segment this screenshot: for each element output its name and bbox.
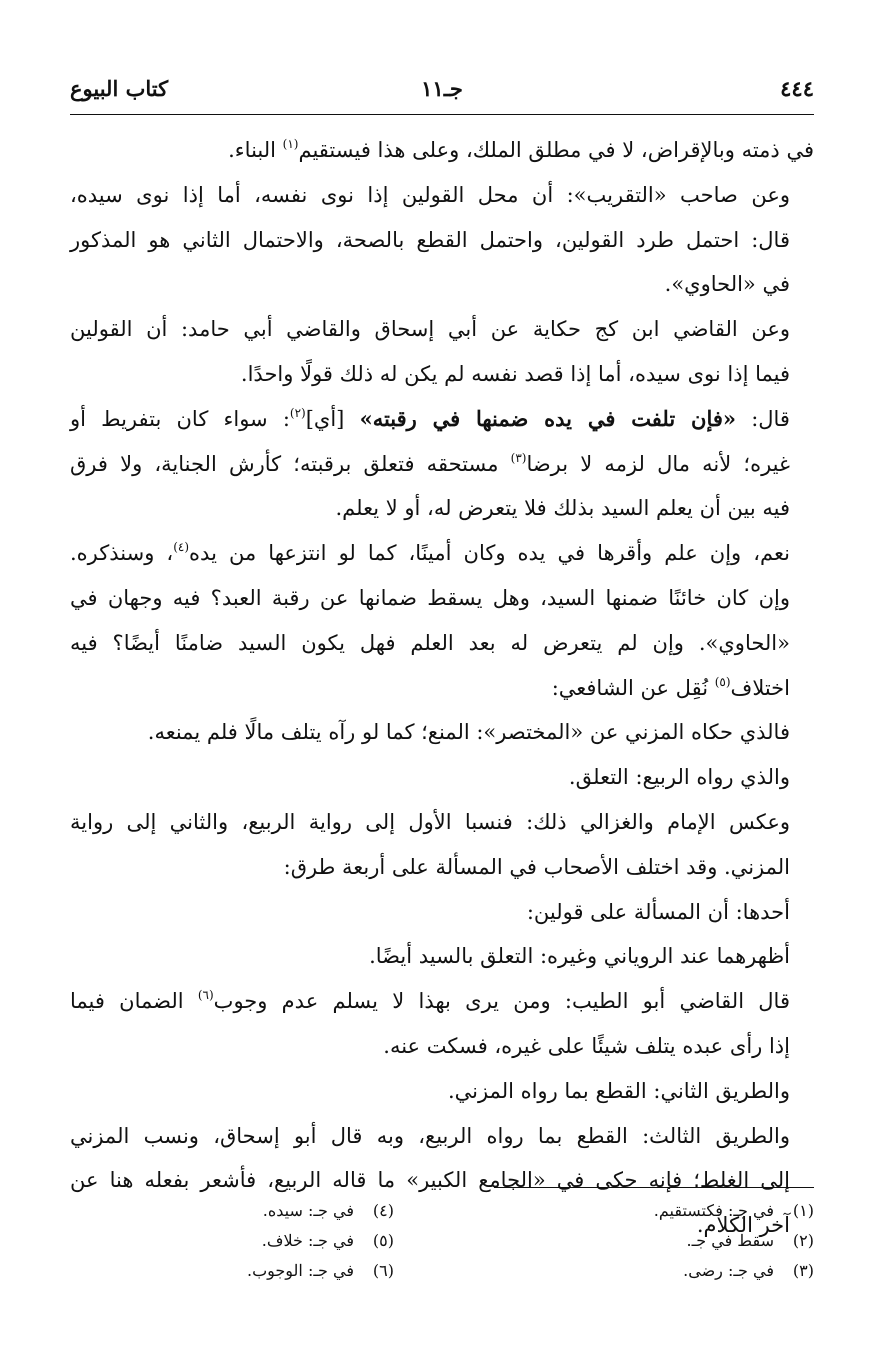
text-line: أحدها: أن المسألة على قولين:: [526, 899, 790, 924]
footnote-number: (١): [792, 1201, 814, 1220]
paragraph-11: [70, 979, 814, 1069]
footnote-column-right: [514, 1196, 814, 1286]
header-rule: [70, 114, 814, 115]
text-line: وعن القاضي ابن كج حكاية عن أبي إسحاق والقاضي أبي حامد: أن القولين: [70, 317, 790, 342]
page-number: ٤٤٤: [780, 75, 814, 101]
paragraph-9: [70, 890, 814, 935]
volume-label: جـ١١: [421, 75, 463, 101]
footnote-item: [94, 1226, 394, 1256]
footnote-ref: (١): [282, 137, 299, 151]
footnote-ref: (٤): [173, 540, 190, 555]
text-line: آخر الكلام.: [696, 1213, 790, 1238]
paragraph-6: [70, 710, 814, 755]
text-line: وإن كان خائنًا ضمنها السيد، وهل يسقط ضمانها عن رقبة العبد؟ فيه وجهان في: [70, 585, 790, 610]
text-line: فالذي حكاه المزني عن «المختصر»: المنع؛ كما لو رآه يتلف مالًا فلم يمنعه.: [147, 720, 790, 745]
text-line: إلى الغلط؛ فإنه حكى في «الجامع الكبير» ما قاله الربيع، فأشعر بفعله هنا عن: [70, 1168, 790, 1193]
footnote-ref: (٦): [197, 988, 214, 1003]
book-title: كتاب البيوع: [70, 75, 169, 101]
footnote-number: (٥): [372, 1231, 394, 1250]
quoted-matn: «فإن تلفت في يده ضمنها في رقبته»: [359, 405, 737, 431]
text-line: نعم، وإن علم وأقرها في يده وكان أمينًا، كما لو انتزعها من يده$^{(٤)}$، وسنذكره.: [70, 540, 791, 566]
footnote-item: [514, 1226, 814, 1256]
footnote-number: (٤): [372, 1201, 394, 1220]
text-line: قال: احتمل طرد القولين، واحتمل القطع بالصحة، والاحتمال الثاني هو المذكور: [70, 227, 790, 252]
paragraph-8: [70, 800, 814, 890]
footnote-number: (٣): [792, 1261, 814, 1280]
footnote-ref: (٢): [289, 405, 306, 420]
text-line: المزني. وقد اختلف الأصحاب في المسألة على أربعة طرق:: [283, 854, 790, 879]
paragraph-12: [70, 1069, 814, 1114]
paragraph-10: [70, 934, 814, 979]
text-line: اختلاف$^{(٥)}$ نُقِل عن الشافعي:: [551, 674, 790, 700]
text-line: غيره؛ لأنه مال لزمه لا برضا$^{(٣)}$ مستحقه فتعلق برقبته؛ كأرش الجناية، ولا فرق: [70, 450, 791, 476]
footnote-text: في جـ: فكتستقيم.: [653, 1201, 774, 1220]
text-line: في ذمته وبالإقراض، لا في مطلق الملك، وعلى هذا فيستقيم$^{(١)}$ البناء.: [228, 137, 814, 162]
footnote-text: في جـ: رضى.: [683, 1261, 774, 1280]
paragraph-3: [70, 307, 814, 397]
footnote-text: في جـ: خلاف.: [261, 1231, 354, 1250]
footnote-rule: [494, 1187, 814, 1188]
text-line: وعن صاحب «التقريب»: أن محل القولين إذا نوى نفسه، أما إذا نوى سيده،: [70, 182, 790, 207]
running-header: [70, 66, 814, 110]
text-line: فيما إذا نوى سيده، أما إذا قصد نفسه لم يكن له ذلك قولًا واحدًا.: [240, 361, 790, 386]
paragraph-4: [70, 397, 814, 531]
footnotes: [70, 1196, 814, 1292]
paragraph-1: [70, 128, 814, 173]
footnote-ref: (٣): [510, 450, 527, 465]
footnote-text: في جـ: سيده.: [262, 1201, 354, 1220]
footnote-item: [514, 1196, 814, 1226]
text-line: في «الحاوي».: [664, 272, 790, 297]
paragraph-7: [70, 755, 814, 800]
footnote-ref: (٥): [714, 674, 731, 689]
text-line: فيه بين أن يعلم السيد بذلك فلا يتعرض له، أو لا يعلم.: [335, 496, 790, 521]
footnote-number: (٢): [792, 1231, 814, 1250]
text-line: إذا رأى عبده يتلف شيئًا على غيره، فسكت عنه.: [383, 1033, 790, 1058]
footnote-text: سقط في جـ.: [686, 1231, 774, 1250]
text-line: والطريق الثالث: القطع بما رواه الربيع، وبه قال أبو إسحاق، ونسب المزني: [70, 1123, 790, 1148]
text-line: والطريق الثاني: القطع بما رواه المزني.: [447, 1078, 790, 1103]
footnote-number: (٦): [372, 1261, 394, 1280]
footnote-text: في جـ: الوجوب.: [246, 1261, 354, 1280]
footnote-item: [94, 1256, 394, 1286]
footnote-column-left: [94, 1196, 394, 1286]
text-line: والذي رواه الربيع: التعلق.: [568, 765, 790, 790]
main-text: [70, 128, 814, 1248]
text-line: أظهرهما عند الروياني وغيره: التعلق بالسيد أيضًا.: [369, 944, 790, 969]
paragraph-2: [70, 173, 814, 307]
paragraph-5: [70, 531, 814, 710]
text-line: قال القاضي أبو الطيب: ومن يرى بهذا لا يسلم عدم وجوب$^{(٦)}$ الضمان فيما: [70, 988, 790, 1014]
footnote-item: [94, 1196, 394, 1226]
text-line: قال: «فإن تلفت في يده ضمنها في رقبته» [أي]$^{(٢)}$: سواء كان بتفريط أو: [70, 405, 790, 431]
footnote-item: [514, 1256, 814, 1286]
text-line: «الحاوي». وإن لم يتعرض له بعد العلم فهل يكون السيد ضامنًا أيضًا؟ فيه: [70, 630, 790, 655]
text-line: وعكس الإمام والغزالي ذلك: فنسبا الأول إلى رواية الربيع، والثاني إلى رواية: [70, 809, 790, 834]
